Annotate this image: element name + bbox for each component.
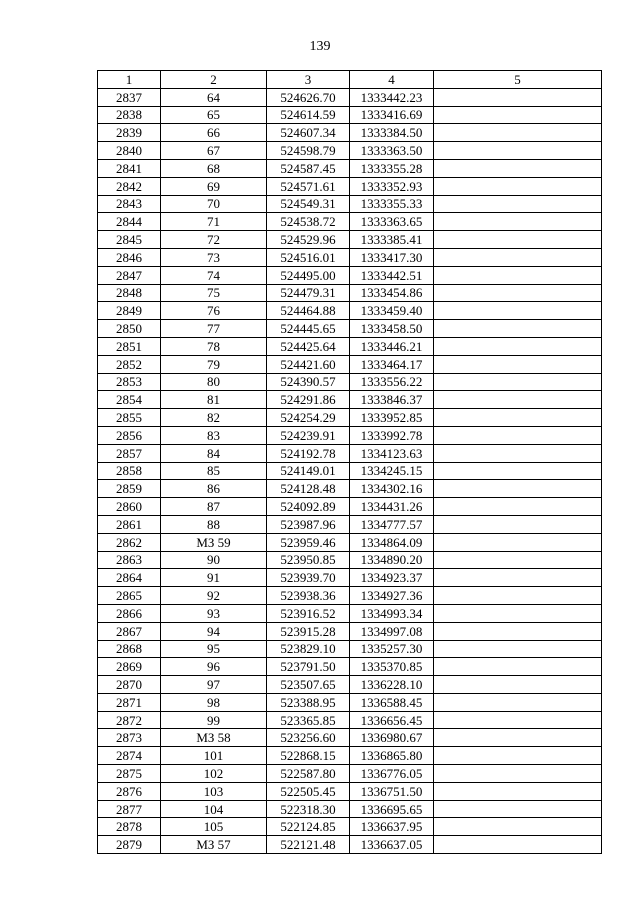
x-coordinate-cell: 524538.72 (267, 213, 350, 231)
row-number-cell: 2837 (98, 88, 161, 106)
note-cell (434, 800, 602, 818)
row-number-cell: 2872 (98, 711, 161, 729)
row-number-cell: 2855 (98, 409, 161, 427)
row-number-cell: 2853 (98, 373, 161, 391)
x-coordinate-cell: 524614.59 (267, 106, 350, 124)
table-row (98, 426, 602, 444)
x-coordinate-cell: 523507.65 (267, 676, 350, 694)
x-coordinate-cell: 524598.79 (267, 142, 350, 160)
table-row (98, 818, 602, 836)
x-coordinate-cell: 524549.31 (267, 195, 350, 213)
row-number-cell: 2873 (98, 729, 161, 747)
row-number-cell: 2869 (98, 658, 161, 676)
row-number-cell: 2867 (98, 622, 161, 640)
table-row (98, 462, 602, 480)
y-coordinate-cell: 1334245.15 (350, 462, 434, 480)
table-row (98, 480, 602, 498)
note-cell (434, 747, 602, 765)
table-row (98, 515, 602, 533)
x-coordinate-cell: 524421.60 (267, 355, 350, 373)
point-id-cell: 103 (161, 782, 267, 800)
column-header-2: 2 (161, 71, 267, 89)
x-coordinate-cell: 523388.95 (267, 693, 350, 711)
point-id-cell: 65 (161, 106, 267, 124)
row-number-cell: 2865 (98, 587, 161, 605)
y-coordinate-cell: 1333384.50 (350, 124, 434, 142)
row-number-cell: 2857 (98, 444, 161, 462)
y-coordinate-cell: 1333464.17 (350, 355, 434, 373)
x-coordinate-cell: 524445.65 (267, 320, 350, 338)
row-number-cell: 2851 (98, 337, 161, 355)
table-row (98, 142, 602, 160)
point-id-cell: 94 (161, 622, 267, 640)
y-coordinate-cell: 1333355.33 (350, 195, 434, 213)
x-coordinate-cell: 523987.96 (267, 515, 350, 533)
row-number-cell: 2845 (98, 231, 161, 249)
row-number-cell: 2868 (98, 640, 161, 658)
note-cell (434, 729, 602, 747)
point-id-cell: 74 (161, 266, 267, 284)
note-cell (434, 142, 602, 160)
page-number: 139 (309, 39, 331, 54)
y-coordinate-cell: 1333446.21 (350, 337, 434, 355)
point-id-cell: 68 (161, 159, 267, 177)
row-number-cell: 2875 (98, 765, 161, 783)
x-coordinate-cell: 523939.70 (267, 569, 350, 587)
row-number-cell: 2870 (98, 676, 161, 694)
table-row (98, 747, 602, 765)
row-number-cell: 2860 (98, 498, 161, 516)
note-cell (434, 818, 602, 836)
table-row (98, 266, 602, 284)
point-id-cell: 91 (161, 569, 267, 587)
point-id-cell: 88 (161, 515, 267, 533)
row-number-cell: 2842 (98, 177, 161, 195)
x-coordinate-cell: 524529.96 (267, 231, 350, 249)
point-id-cell: 96 (161, 658, 267, 676)
y-coordinate-cell: 1334890.20 (350, 551, 434, 569)
row-number-cell: 2844 (98, 213, 161, 231)
point-id-cell: 90 (161, 551, 267, 569)
row-number-cell: 2879 (98, 836, 161, 854)
row-number-cell: 2861 (98, 515, 161, 533)
note-cell (434, 177, 602, 195)
x-coordinate-cell: 523915.28 (267, 622, 350, 640)
note-cell (434, 676, 602, 694)
y-coordinate-cell: 1333846.37 (350, 391, 434, 409)
point-id-cell: 70 (161, 195, 267, 213)
x-coordinate-cell: 524192.78 (267, 444, 350, 462)
column-header-1: 1 (98, 71, 161, 89)
x-coordinate-cell: 523916.52 (267, 604, 350, 622)
x-coordinate-cell: 523256.60 (267, 729, 350, 747)
y-coordinate-cell: 1333952.85 (350, 409, 434, 427)
y-coordinate-cell: 1334302.16 (350, 480, 434, 498)
point-id-cell: 79 (161, 355, 267, 373)
point-id-cell: 97 (161, 676, 267, 694)
table-row (98, 569, 602, 587)
y-coordinate-cell: 1333556.22 (350, 373, 434, 391)
y-coordinate-cell: 1333385.41 (350, 231, 434, 249)
point-id-cell: 102 (161, 765, 267, 783)
note-cell (434, 693, 602, 711)
x-coordinate-cell: 524495.00 (267, 266, 350, 284)
x-coordinate-cell: 523365.85 (267, 711, 350, 729)
note-cell (434, 106, 602, 124)
table-row (98, 444, 602, 462)
y-coordinate-cell: 1334997.08 (350, 622, 434, 640)
point-id-cell: 101 (161, 747, 267, 765)
x-coordinate-cell: 522505.45 (267, 782, 350, 800)
column-header-5: 5 (434, 71, 602, 89)
row-number-cell: 2841 (98, 159, 161, 177)
point-id-cell: 69 (161, 177, 267, 195)
x-coordinate-cell: 522318.30 (267, 800, 350, 818)
x-coordinate-cell: 523950.85 (267, 551, 350, 569)
x-coordinate-cell: 524626.70 (267, 88, 350, 106)
y-coordinate-cell: 1333417.30 (350, 248, 434, 266)
note-cell (434, 373, 602, 391)
note-cell (434, 248, 602, 266)
row-number-cell: 2866 (98, 604, 161, 622)
table-row (98, 320, 602, 338)
table-row (98, 355, 602, 373)
y-coordinate-cell: 1333363.65 (350, 213, 434, 231)
x-coordinate-cell: 522587.80 (267, 765, 350, 783)
row-number-cell: 2840 (98, 142, 161, 160)
note-cell (434, 480, 602, 498)
y-coordinate-cell: 1334993.34 (350, 604, 434, 622)
x-coordinate-cell: 524464.88 (267, 302, 350, 320)
y-coordinate-cell: 1334431.26 (350, 498, 434, 516)
point-id-cell: 72 (161, 231, 267, 249)
y-coordinate-cell: 1336637.95 (350, 818, 434, 836)
row-number-cell: 2863 (98, 551, 161, 569)
x-coordinate-cell: 524239.91 (267, 426, 350, 444)
table-row (98, 551, 602, 569)
x-coordinate-cell: 524516.01 (267, 248, 350, 266)
table-row (98, 836, 602, 854)
point-id-cell: 80 (161, 373, 267, 391)
x-coordinate-cell: 524587.45 (267, 159, 350, 177)
point-id-cell: 85 (161, 462, 267, 480)
note-cell (434, 124, 602, 142)
point-id-cell: 82 (161, 409, 267, 427)
y-coordinate-cell: 1336228.10 (350, 676, 434, 694)
point-id-cell: 93 (161, 604, 267, 622)
y-coordinate-cell: 1333454.86 (350, 284, 434, 302)
point-id-cell: 71 (161, 213, 267, 231)
note-cell (434, 213, 602, 231)
point-id-cell: 67 (161, 142, 267, 160)
table-row (98, 676, 602, 694)
point-id-cell: 84 (161, 444, 267, 462)
y-coordinate-cell: 1336751.50 (350, 782, 434, 800)
row-number-cell: 2859 (98, 480, 161, 498)
point-id-cell: 64 (161, 88, 267, 106)
y-coordinate-cell: 1336776.05 (350, 765, 434, 783)
coordinates-table (97, 70, 602, 854)
point-id-cell: 75 (161, 284, 267, 302)
point-id-cell: 76 (161, 302, 267, 320)
y-coordinate-cell: 1334123.63 (350, 444, 434, 462)
point-id-cell: 95 (161, 640, 267, 658)
y-coordinate-cell: 1333442.23 (350, 88, 434, 106)
table-row (98, 640, 602, 658)
table-row (98, 231, 602, 249)
table-row (98, 195, 602, 213)
header-row (98, 71, 602, 89)
table-row (98, 622, 602, 640)
table-row (98, 533, 602, 551)
point-id-cell: 83 (161, 426, 267, 444)
row-number-cell: 2850 (98, 320, 161, 338)
x-coordinate-cell: 524254.29 (267, 409, 350, 427)
point-id-cell: 104 (161, 800, 267, 818)
note-cell (434, 569, 602, 587)
x-coordinate-cell: 524607.34 (267, 124, 350, 142)
y-coordinate-cell: 1336865.80 (350, 747, 434, 765)
point-id-cell: 98 (161, 693, 267, 711)
x-coordinate-cell: 524291.86 (267, 391, 350, 409)
y-coordinate-cell: 1333355.28 (350, 159, 434, 177)
point-id-cell: МЗ 58 (161, 729, 267, 747)
y-coordinate-cell: 1336980.67 (350, 729, 434, 747)
table-row (98, 159, 602, 177)
y-coordinate-cell: 1334864.09 (350, 533, 434, 551)
y-coordinate-cell: 1333352.93 (350, 177, 434, 195)
table-body (98, 88, 602, 853)
table-row (98, 498, 602, 516)
x-coordinate-cell: 524092.89 (267, 498, 350, 516)
note-cell (434, 587, 602, 605)
point-id-cell: 99 (161, 711, 267, 729)
note-cell (434, 391, 602, 409)
note-cell (434, 231, 602, 249)
x-coordinate-cell: 523829.10 (267, 640, 350, 658)
row-number-cell: 2878 (98, 818, 161, 836)
y-coordinate-cell: 1336637.05 (350, 836, 434, 854)
row-number-cell: 2847 (98, 266, 161, 284)
point-id-cell: МЗ 59 (161, 533, 267, 551)
note-cell (434, 551, 602, 569)
point-id-cell: 105 (161, 818, 267, 836)
row-number-cell: 2854 (98, 391, 161, 409)
note-cell (434, 337, 602, 355)
table-row (98, 124, 602, 142)
row-number-cell: 2874 (98, 747, 161, 765)
row-number-cell: 2846 (98, 248, 161, 266)
row-number-cell: 2877 (98, 800, 161, 818)
table-row (98, 765, 602, 783)
row-number-cell: 2848 (98, 284, 161, 302)
table-row (98, 284, 602, 302)
table-row (98, 373, 602, 391)
row-number-cell: 2864 (98, 569, 161, 587)
y-coordinate-cell: 1335257.30 (350, 640, 434, 658)
y-coordinate-cell: 1334777.57 (350, 515, 434, 533)
x-coordinate-cell: 524571.61 (267, 177, 350, 195)
table-row (98, 409, 602, 427)
table-row (98, 248, 602, 266)
row-number-cell: 2876 (98, 782, 161, 800)
note-cell (434, 533, 602, 551)
table-row (98, 729, 602, 747)
x-coordinate-cell: 522121.48 (267, 836, 350, 854)
table-row (98, 658, 602, 676)
point-id-cell: 77 (161, 320, 267, 338)
y-coordinate-cell: 1334927.36 (350, 587, 434, 605)
column-header-4: 4 (350, 71, 434, 89)
note-cell (434, 320, 602, 338)
table-row (98, 88, 602, 106)
table-header (98, 71, 602, 89)
x-coordinate-cell: 524390.57 (267, 373, 350, 391)
row-number-cell: 2852 (98, 355, 161, 373)
y-coordinate-cell: 1333363.50 (350, 142, 434, 160)
x-coordinate-cell: 524425.64 (267, 337, 350, 355)
note-cell (434, 604, 602, 622)
note-cell (434, 515, 602, 533)
table-row (98, 213, 602, 231)
note-cell (434, 782, 602, 800)
row-number-cell: 2871 (98, 693, 161, 711)
point-id-cell: 73 (161, 248, 267, 266)
x-coordinate-cell: 523959.46 (267, 533, 350, 551)
y-coordinate-cell: 1333459.40 (350, 302, 434, 320)
row-number-cell: 2843 (98, 195, 161, 213)
note-cell (434, 765, 602, 783)
x-coordinate-cell: 524128.48 (267, 480, 350, 498)
table-row (98, 693, 602, 711)
note-cell (434, 409, 602, 427)
y-coordinate-cell: 1333416.69 (350, 106, 434, 124)
note-cell (434, 444, 602, 462)
y-coordinate-cell: 1333992.78 (350, 426, 434, 444)
table-row (98, 782, 602, 800)
note-cell (434, 266, 602, 284)
point-id-cell: 66 (161, 124, 267, 142)
note-cell (434, 836, 602, 854)
y-coordinate-cell: 1336656.45 (350, 711, 434, 729)
note-cell (434, 426, 602, 444)
note-cell (434, 284, 602, 302)
note-cell (434, 498, 602, 516)
point-id-cell: 86 (161, 480, 267, 498)
note-cell (434, 355, 602, 373)
table-row (98, 106, 602, 124)
x-coordinate-cell: 524479.31 (267, 284, 350, 302)
y-coordinate-cell: 1334923.37 (350, 569, 434, 587)
note-cell (434, 302, 602, 320)
table-row (98, 337, 602, 355)
table-row (98, 800, 602, 818)
note-cell (434, 640, 602, 658)
row-number-cell: 2858 (98, 462, 161, 480)
table-row (98, 711, 602, 729)
note-cell (434, 88, 602, 106)
note-cell (434, 195, 602, 213)
y-coordinate-cell: 1335370.85 (350, 658, 434, 676)
y-coordinate-cell: 1336588.45 (350, 693, 434, 711)
note-cell (434, 462, 602, 480)
note-cell (434, 711, 602, 729)
y-coordinate-cell: 1336695.65 (350, 800, 434, 818)
x-coordinate-cell: 524149.01 (267, 462, 350, 480)
row-number-cell: 2838 (98, 106, 161, 124)
row-number-cell: 2862 (98, 533, 161, 551)
table-row (98, 177, 602, 195)
point-id-cell: 81 (161, 391, 267, 409)
point-id-cell: 92 (161, 587, 267, 605)
note-cell (434, 658, 602, 676)
point-id-cell: 78 (161, 337, 267, 355)
x-coordinate-cell: 523791.50 (267, 658, 350, 676)
x-coordinate-cell: 522868.15 (267, 747, 350, 765)
note-cell (434, 159, 602, 177)
note-cell (434, 622, 602, 640)
y-coordinate-cell: 1333442.51 (350, 266, 434, 284)
table-row (98, 391, 602, 409)
row-number-cell: 2849 (98, 302, 161, 320)
point-id-cell: МЗ 57 (161, 836, 267, 854)
row-number-cell: 2839 (98, 124, 161, 142)
x-coordinate-cell: 523938.36 (267, 587, 350, 605)
column-header-3: 3 (267, 71, 350, 89)
y-coordinate-cell: 1333458.50 (350, 320, 434, 338)
row-number-cell: 2856 (98, 426, 161, 444)
table-row (98, 302, 602, 320)
point-id-cell: 87 (161, 498, 267, 516)
x-coordinate-cell: 522124.85 (267, 818, 350, 836)
table-row (98, 604, 602, 622)
table-row (98, 587, 602, 605)
